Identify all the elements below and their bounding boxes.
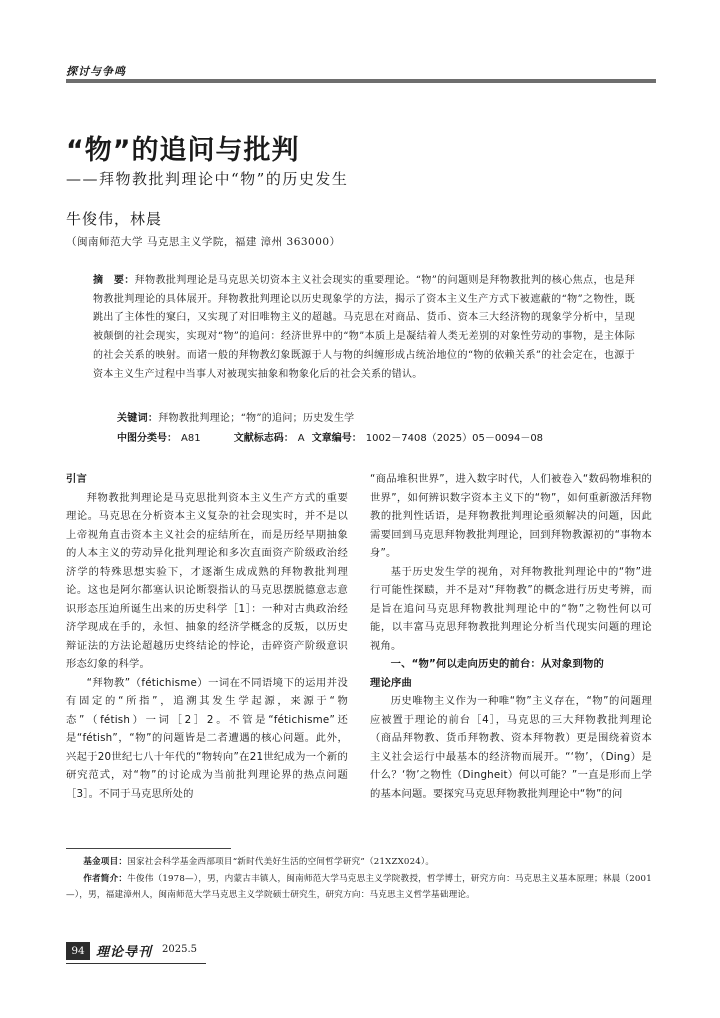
- page-number: 94: [66, 942, 90, 960]
- author-affiliation: （闽南师范大学 马克思主义学院，福建 漳州 363000）: [66, 236, 341, 248]
- section-heading-continued: 理论序曲: [370, 676, 412, 689]
- author-bio-text: 牛俊伟（1978—），男，内蒙古丰镇人，闽南师范大学马克思主义学院教授，哲学博士，研究方向：马克思主义基本原理；林晨（2001—），男，福建漳州人，闽南师范大学马克思主义学院硕士研究生，研究方向：马克思主义哲学基础理论。: [66, 873, 652, 900]
- doc-code-label: 文献标志码：: [233, 433, 294, 444]
- fund-footnote: [66, 854, 658, 871]
- body-column-right: [370, 470, 652, 803]
- header-rule: [66, 79, 656, 83]
- doc-code-value: A: [297, 433, 305, 444]
- journal-issue: 2025.5: [162, 944, 197, 955]
- article-number-label: 文章编号：: [311, 433, 362, 444]
- body-paragraph: “拜物教”（fétichisme）一词在不同语境下的运用并没有固定的“所指”，追溯其发生学起源，来源于“物态”（fétish）一词［2］2。不管是“fétichisme”还是“fétish”，“物”的问题皆是二者遭遇的核心问题。此外，兴起于20世纪七八十年代的“物转向”在21世纪成为一个新的研究范式，对“物”的讨论成为当前批判理论界的热点问题［3］。不同于马克思所处的: [66, 676, 348, 800]
- fund-label: 基金项目：: [83, 857, 128, 867]
- author-bio-label: 作者简介：: [83, 873, 128, 884]
- article-authors: 牛俊伟，林晨: [66, 210, 163, 228]
- keywords: [117, 409, 354, 424]
- body-paragraph: “商品堆积世界”，进入数字时代，人们被卷入“数码物堆积的世界”，如何辨识数字资本主义下的“物”，如何重新激活拜物教的批判性话语，是拜物教批判理论亟须解决的问题，因此需要回到马克思拜物教批判理论，回到拜物教源初的“事物本身”。: [370, 473, 652, 559]
- article-number-value: 1002－7408（2025）05－0094－08: [365, 433, 544, 444]
- fund-text: 国家社会科学基金西部项目“新时代美好生活的空间哲学研究”（21XZX024）。: [127, 857, 435, 867]
- intro-heading: 引言: [66, 473, 87, 485]
- footer-rule: [66, 963, 206, 964]
- body-paragraph: 基于历史发生学的视角，对拜物教批判理论中的“物”进行可能性探赜，并不是对“拜物教”的概念进行历史考辨，而是旨在追问马克思拜物教批判理论中的“物”之物性何以可能，以丰富马克思拜物教批判理论分析当代现实问题的理论视角。: [370, 565, 652, 652]
- abstract: [93, 272, 635, 384]
- abstract-text: 拜物教批判理论是马克思关切资本主义社会现实的重要理论。“物”的问题则是拜物教批判的核心焦点，也是拜物教批判理论的具体展开。拜物教批判理论以历史现象学的方法，揭示了资本主义生产方式下被遮蔽的“物”之物性，既跳出了主体性的窠臼，又实现了对旧唯物主义的超越。马克思在对商品、货币、资本三大经济物的现象学分析中，呈现被颠倒的社会现实，实现对“物”的追问：经济世界中的“物”本质上是凝结着人类无差别的对象性劳动的事物，是主体际的社会关系的映射。而诸一般的拜物教幻象既源于人与物的纠缠形成占统治地位的“物的依赖关系”的社会定在，也源于资本主义生产过程中当事人对被现实抽象和物象化后的社会关系的错认。: [93, 275, 635, 380]
- footnote-rule: [66, 848, 231, 849]
- body-column-left: [66, 470, 348, 803]
- article-subtitle: ——拜物教批判理论中“物”的历史发生: [66, 170, 349, 188]
- clc-label: 中图分类号：: [117, 433, 177, 444]
- classification-line: [117, 429, 547, 444]
- body-paragraph: 历史唯物主义作为一种唯“物”主义存在，“物”的问题理应被置于理论的前台［4］，马克思的三大拜物教批判理论（商品拜物教、货币拜物教、资本拜物教）更是围绕着资本主义社会运行中最基本的经济物而展开。“‘物’，（Ding）是什么？‘物’之物性（Dingheit）何以可能？”一直是形而上学的基本问题。要探究马克思拜物教批判理论中“物”的问: [370, 695, 652, 800]
- journal-name: 理论导刊: [96, 945, 153, 960]
- author-footnote: [66, 871, 658, 904]
- article-title: “物”的追问与批判: [66, 135, 300, 166]
- body-paragraph: 拜物教批判理论是马克思批判资本主义生产方式的重要理论。马克思在分析资本主义复杂的社会现实时，并不是以上帝视角直击资本主义社会的症结所在，而是历经早期抽象的人本主义的劳动异化批判理论和多次直面资产阶级政治经济学的特殊思想实验下，才逐渐生成成熟的拜物教批判理论。这也是阿尔都塞认识论断裂指认的马克思摆脱德意志意识形态压迫所诞生出来的历史科学［1］：一种对古典政治经济学现成在手的，永恒、抽象的经济学概念的反叛，以历史辩证法的方法论超越历史终结论的悖论，击碎资产阶级意识形态幻象的科学。: [66, 491, 348, 670]
- abstract-label: 摘 要：: [93, 275, 135, 286]
- section-label: 探讨与争鸣: [66, 65, 126, 78]
- footnotes: [66, 854, 658, 904]
- clc-value: A81: [181, 433, 201, 444]
- keywords-label: 关键词：: [117, 413, 159, 424]
- section-heading: 一、“物”何以走向历史的前台：从对象到物的: [390, 658, 604, 670]
- keywords-text: 拜物教批判理论；“物”的追问；历史发生学: [158, 413, 355, 424]
